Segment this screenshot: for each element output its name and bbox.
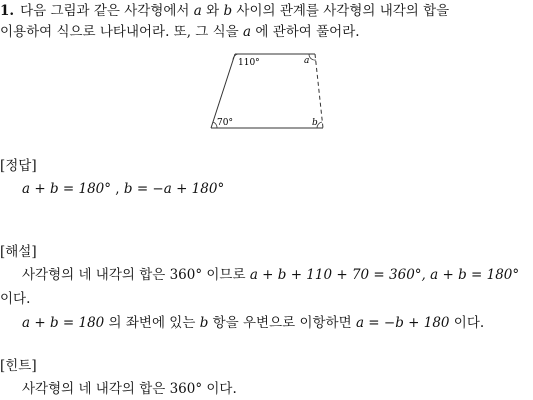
problem-line-1 — [0, 2, 449, 20]
explanation-text: 항을 우변으로 이항하면 — [212, 315, 352, 331]
explanation-line-2: 이다. — [0, 291, 31, 307]
explanation-equation: a = −b + 180 — [355, 315, 450, 331]
problem-text: 사이의 관계를 사각형의 내각의 합을 — [236, 3, 450, 19]
explanation-equation: a + b = 180 — [22, 315, 105, 331]
problem-text: 에 관하여 풀어라. — [255, 24, 360, 40]
explanation-text: 의 좌변에 있는 — [108, 315, 196, 331]
problem-text: 이용하여 식으로 나타내어라. 또, 그 식을 — [0, 24, 239, 40]
problem-text: 다음 그림과 같은 사각형에서 — [20, 3, 190, 19]
quadrilateral-figure — [205, 50, 330, 132]
explanation-line-1 — [22, 266, 519, 284]
edge-left — [211, 54, 235, 128]
answer-line — [22, 180, 224, 198]
edge-right-dashed — [315, 54, 323, 128]
answer-header: [정답] — [0, 158, 37, 174]
problem-text: 와 — [206, 3, 220, 19]
problem-number: 1. — [0, 3, 15, 19]
explanation-header: [해설] — [0, 244, 37, 260]
angle-label-a: a — [304, 56, 310, 66]
answer-separator: , — [115, 181, 120, 197]
answer-equation-1: a + b = 180° — [22, 181, 111, 197]
explanation-equation: a + b + 110 + 70 = 360°, — [249, 267, 426, 283]
var-b: b — [199, 315, 209, 331]
var-b: b — [223, 3, 233, 19]
explanation-text: 사각형의 네 내각의 합은 360° 이므로 — [22, 267, 246, 283]
hint-text: 사각형의 네 내각의 합은 360° 이다. — [22, 381, 237, 397]
angle-label-b: b — [312, 118, 318, 128]
var-a: a — [193, 3, 202, 19]
hint-header: [힌트] — [0, 358, 37, 374]
angle-label-110: 110° — [238, 58, 260, 68]
problem-line-2 — [0, 23, 360, 41]
angle-label-70: 70° — [217, 118, 233, 128]
explanation-equation: a + b = 180° — [430, 267, 520, 283]
var-a: a — [243, 24, 252, 40]
answer-equation-2: b = −a + 180° — [123, 181, 225, 197]
explanation-text: 이다. — [453, 315, 485, 331]
explanation-line-3 — [22, 314, 484, 332]
